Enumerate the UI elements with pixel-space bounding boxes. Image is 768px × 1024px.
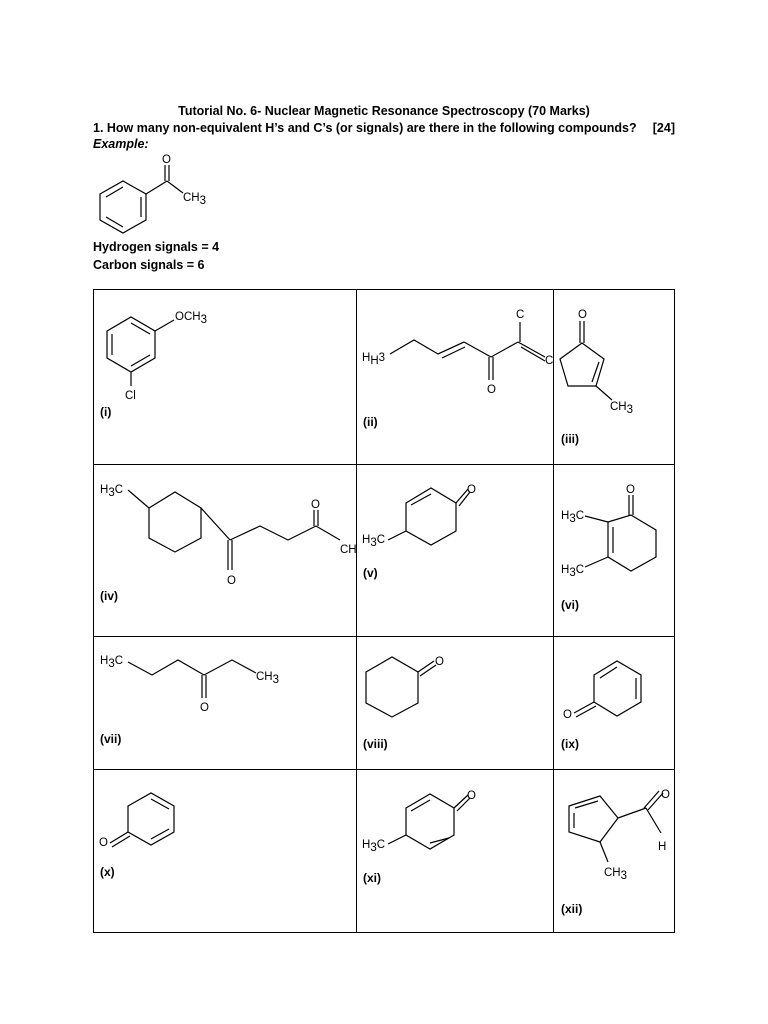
inner-bond — [131, 355, 150, 366]
methyl-label — [100, 655, 123, 670]
methyl-label — [362, 534, 385, 549]
structure-ii — [362, 309, 553, 396]
oxygen-atom: O — [227, 575, 236, 587]
cyclohexane-ring — [366, 657, 418, 717]
carbonyl-bond — [576, 706, 596, 717]
oxygen-atom: O — [162, 154, 171, 166]
inner-bond — [600, 667, 617, 678]
methyl-label — [256, 671, 279, 686]
methyl-label — [362, 352, 385, 367]
atom-text: C — [376, 534, 386, 546]
compound-label-viii: (viii) — [363, 737, 388, 751]
bond — [128, 490, 149, 508]
atom-text: C — [575, 510, 585, 522]
oxygen-atom: O — [578, 309, 587, 321]
compound-label-xi: (xi) — [363, 871, 381, 885]
atom-text: H — [100, 655, 109, 667]
bond — [167, 181, 183, 193]
carbonyl-bond — [110, 832, 128, 843]
alkene-bond — [438, 342, 464, 354]
bond — [155, 320, 174, 331]
structure-iv — [100, 484, 357, 587]
oxygen-atom: O — [311, 499, 320, 511]
inner-bond — [411, 800, 430, 811]
atom-text: CH — [610, 401, 627, 413]
question-marks: [24] — [652, 121, 675, 135]
carbon-signals: Carbon signals = 6 — [93, 258, 205, 272]
cyclohexadienone-ring — [128, 793, 174, 845]
compound-label-iii: (iii) — [561, 432, 579, 446]
atom-text: C — [114, 655, 124, 667]
bond — [618, 808, 646, 818]
oxygen-atom: O — [99, 837, 108, 849]
oxygen-atom: O — [467, 484, 476, 496]
atom-text: H — [362, 352, 371, 364]
atom-text: OCH — [175, 311, 201, 323]
carbonyl-bond — [112, 836, 130, 847]
compound-label-i: (i) — [100, 405, 112, 419]
compound-label-ix: (ix) — [561, 737, 579, 751]
example-label: Example: — [93, 137, 149, 151]
atom-text: H — [362, 839, 371, 851]
atom-subscript: 3 — [370, 842, 377, 854]
atom-subscript: 3 — [200, 314, 207, 326]
bond — [464, 342, 491, 357]
oxygen-atom: O — [563, 709, 572, 721]
structure-viii — [366, 656, 444, 717]
structure-ix — [563, 661, 641, 721]
atom-text: 3 — [378, 352, 386, 364]
atom-subscript: 3 — [108, 658, 115, 670]
inner-bond — [151, 799, 169, 809]
atom-text: H — [561, 564, 570, 576]
bond — [201, 508, 230, 540]
structure-xi — [362, 790, 476, 854]
methyl-label — [183, 192, 206, 207]
structure-vii — [100, 655, 279, 714]
atom-subscript: H — [370, 355, 379, 367]
oxygen-atom: O — [626, 484, 635, 496]
bond — [585, 557, 608, 567]
atom-subscript: 3 — [626, 404, 634, 416]
methyl-label — [561, 510, 584, 525]
methyl-label — [604, 867, 627, 882]
structure-iii — [560, 309, 633, 416]
compound-label-ii: (ii) — [363, 415, 378, 429]
inner-bond — [411, 494, 431, 505]
cyclohexane-ring — [149, 492, 201, 552]
carbon-label: CH — [340, 544, 357, 556]
atom-text: CH — [604, 867, 621, 879]
atom-text: H — [100, 484, 109, 496]
alkene-bond — [521, 347, 545, 361]
oxygen-atom: O — [661, 789, 670, 801]
structure-i — [107, 311, 207, 402]
inner-bond — [430, 838, 449, 843]
chlorine-atom: Cl — [125, 390, 136, 402]
oxygen-atom: O — [487, 384, 496, 396]
cyclohexadienone-ring — [406, 794, 454, 849]
cyclohexenone-ring — [608, 515, 656, 571]
bond — [646, 808, 661, 833]
compound-label-vii: (vii) — [100, 732, 122, 746]
methyl-label — [100, 484, 123, 499]
hydrogen-signals: Hydrogen signals = 4 — [93, 240, 220, 254]
atom-subscript: 3 — [620, 870, 628, 882]
methyl-label — [610, 401, 633, 416]
cyclohexadienone-ring — [594, 661, 641, 716]
compound-label-x: (x) — [100, 865, 115, 879]
oxygen-atom: O — [467, 790, 476, 802]
hydrogen-atom: C — [516, 309, 525, 321]
atom-text: CH — [183, 192, 200, 204]
structure-x — [99, 793, 174, 849]
atom-text: H — [362, 534, 371, 546]
benzene-ring — [100, 181, 146, 233]
bond — [491, 342, 518, 357]
structure-xii — [569, 789, 670, 882]
structure-vi — [561, 484, 656, 579]
question-text: 1. How many non-equivalent H’s and C’s (or signals) are there in the following compounds? — [93, 121, 637, 135]
benzene-ring — [107, 317, 155, 372]
compound-label-vi: (vi) — [561, 598, 579, 612]
bond — [600, 842, 608, 862]
compound-label-xii: (xii) — [561, 902, 583, 916]
atom-subscript: 3 — [108, 487, 115, 499]
alkene-bond — [518, 342, 545, 357]
atom-text: H — [561, 510, 570, 522]
carbonyl-bond — [420, 665, 436, 676]
oxygen-atom: O — [435, 656, 444, 668]
atom-subscript: 3 — [569, 513, 576, 525]
atom-text: C — [376, 839, 386, 851]
atom-text: C — [114, 484, 124, 496]
atom-text: CH — [256, 671, 273, 683]
atom-subscript: 3 — [199, 195, 207, 207]
atom-subscript: 3 — [272, 674, 280, 686]
carbonyl-bond — [418, 661, 434, 672]
atom-text: C — [575, 564, 585, 576]
hydrogen-atom: H — [658, 841, 667, 853]
carbon-chain — [230, 526, 340, 540]
inner-bond — [575, 801, 598, 808]
methoxy-label — [175, 311, 207, 326]
carbon-atom: C — [545, 355, 554, 367]
methyl-label — [362, 839, 385, 854]
bond — [146, 181, 167, 194]
compound-label-v: (v) — [363, 566, 378, 580]
tutorial-title: Tutorial No. 6- Nuclear Magnetic Resonance Spectroscopy (70 Marks) — [178, 104, 590, 118]
bond — [596, 386, 612, 400]
cyclohexenone-ring — [406, 488, 456, 545]
oxygen-atom: O — [200, 702, 209, 714]
inner-bond — [151, 829, 169, 839]
bond — [585, 516, 608, 522]
cyclopentenone-ring — [560, 343, 604, 386]
example-structure — [100, 154, 206, 233]
structure-v — [362, 484, 476, 549]
compound-label-iv: (iv) — [100, 589, 118, 603]
atom-subscript: 3 — [370, 537, 377, 549]
bond — [388, 835, 406, 844]
carbon-chain — [128, 660, 256, 675]
alkene-bond — [442, 347, 465, 358]
methyl-label — [561, 564, 584, 579]
carbonyl-bond — [574, 702, 594, 713]
bond — [388, 531, 406, 540]
inner-bond — [131, 323, 150, 334]
atom-subscript: 3 — [569, 567, 576, 579]
